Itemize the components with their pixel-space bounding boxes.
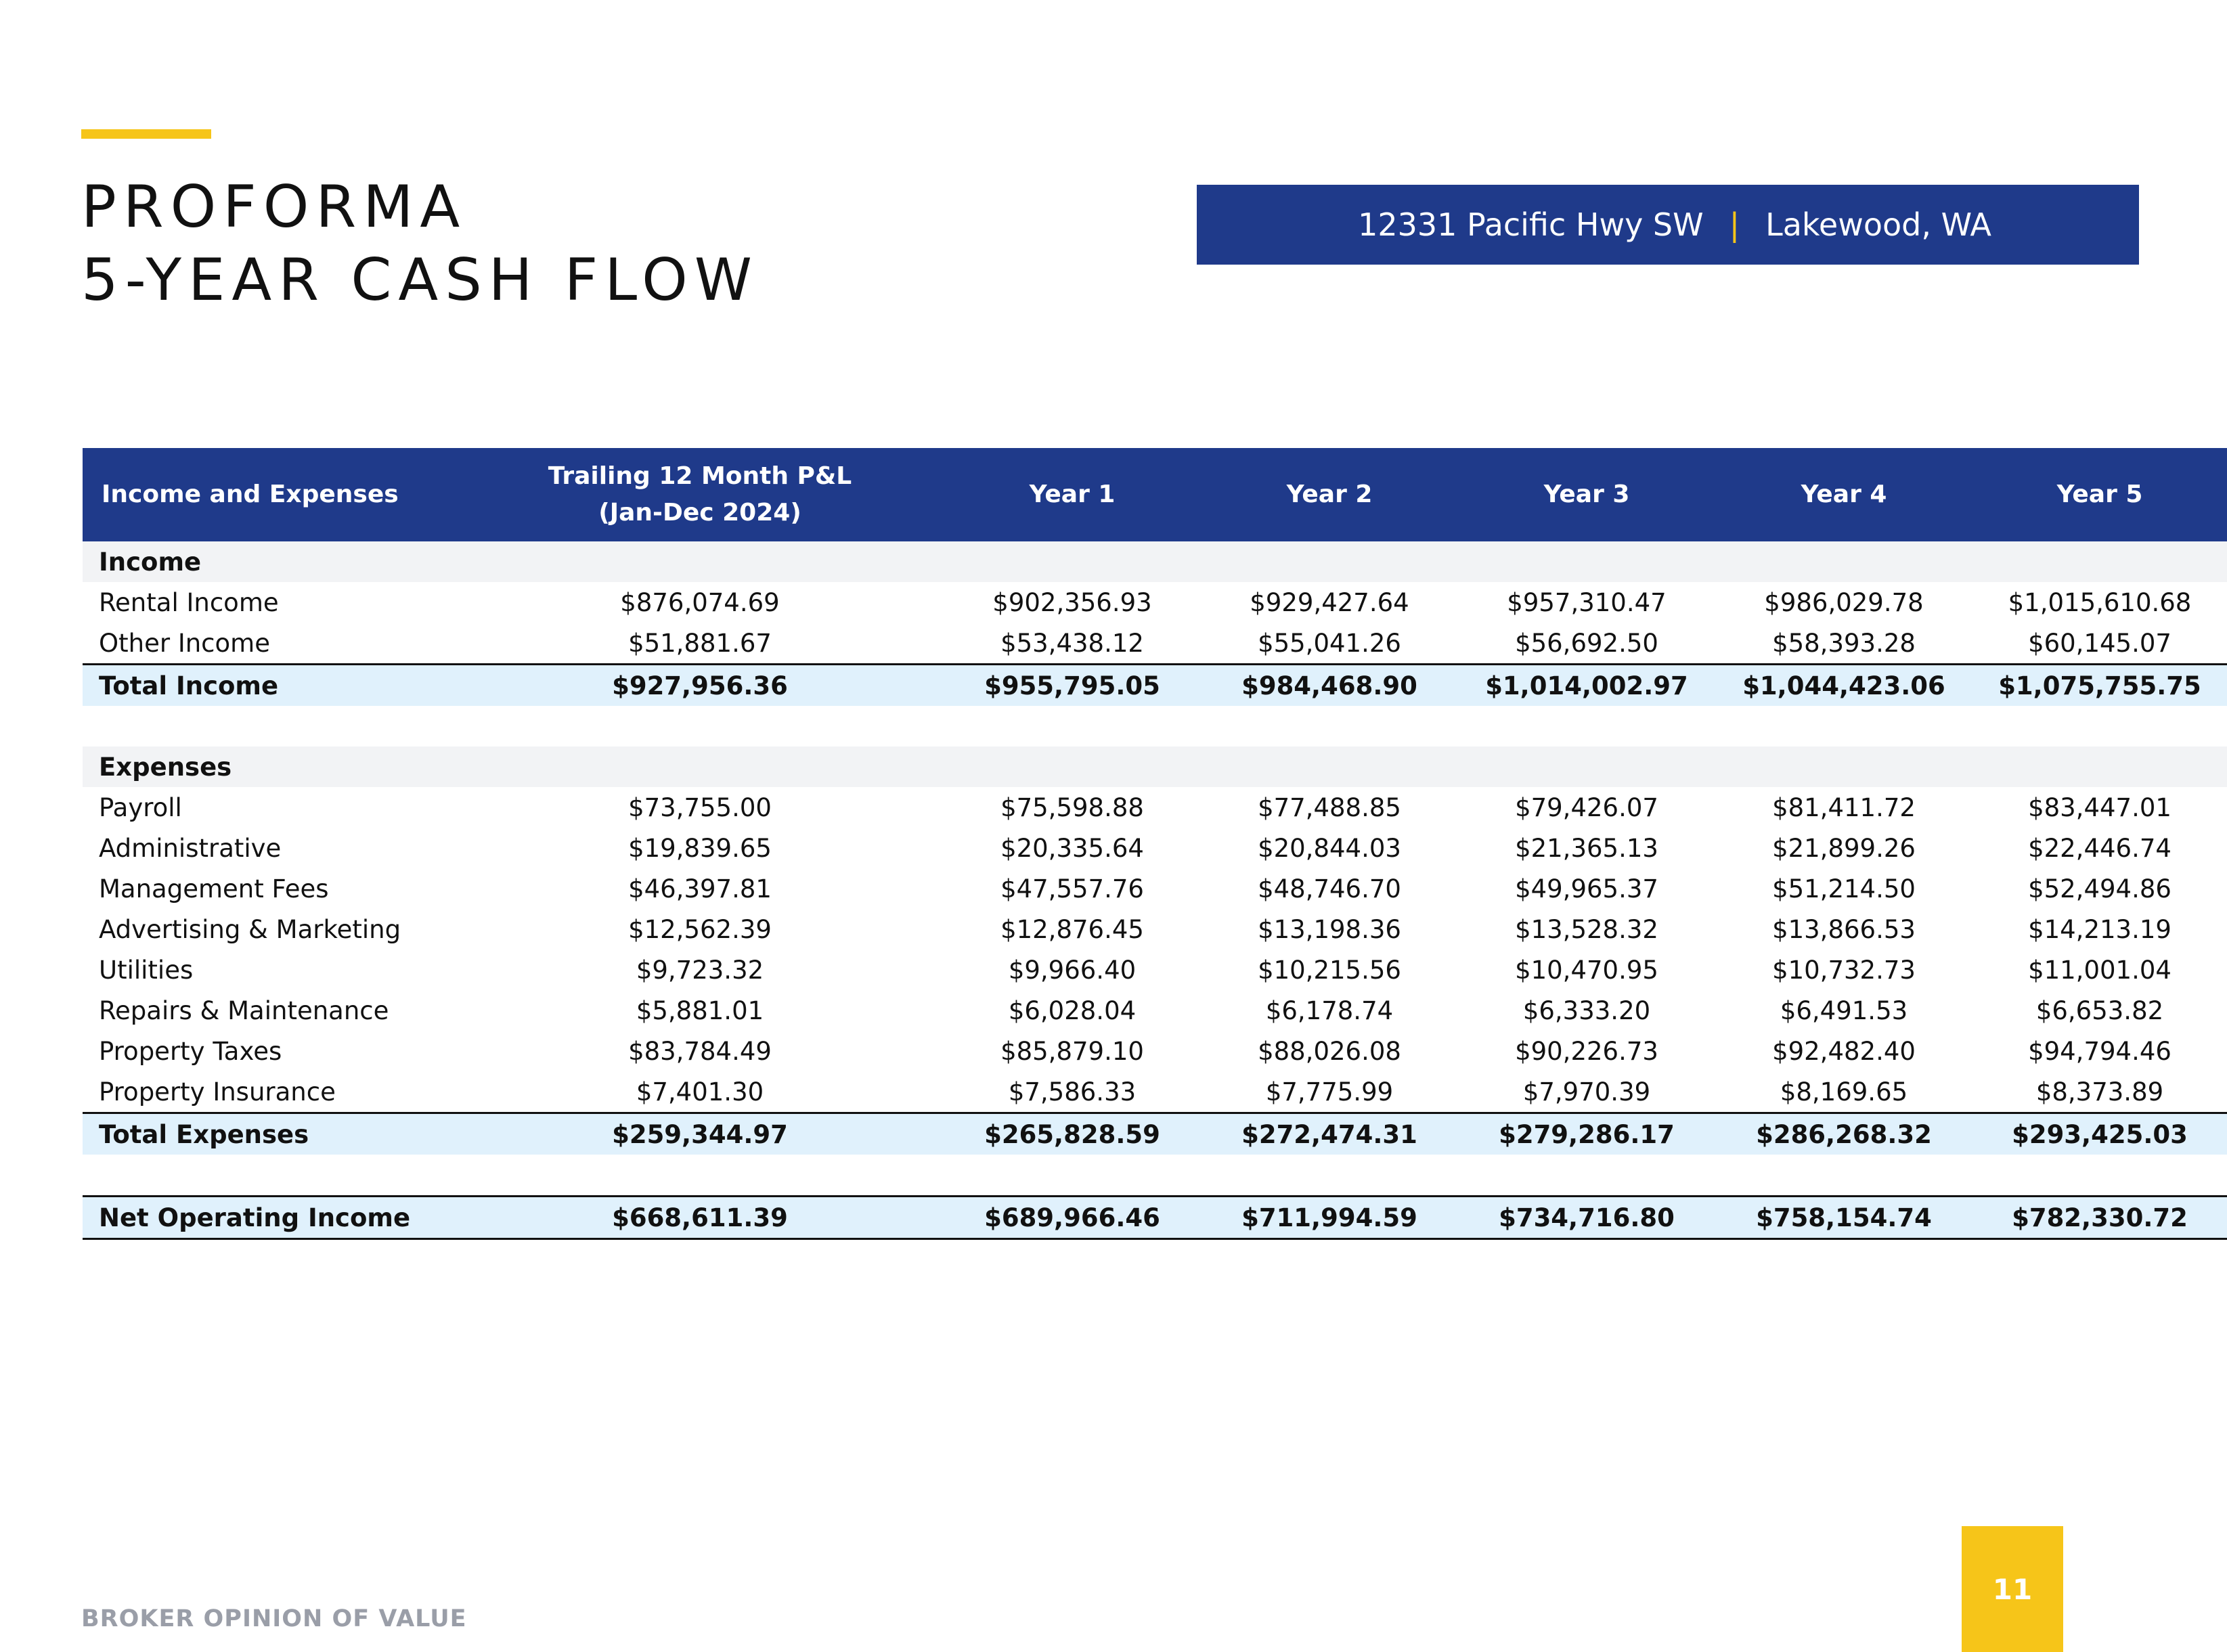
table-row <box>83 1071 2227 1113</box>
cell-value: $12,562.39 <box>628 914 772 944</box>
cell-value: $13,198.36 <box>1258 914 1401 944</box>
table-row <box>83 990 2227 1031</box>
cell-value: $986,029.78 <box>1764 587 1924 617</box>
row-label: Utilities <box>99 955 194 985</box>
table-row <box>83 909 2227 950</box>
page-title-line-1: PROFORMA <box>81 173 467 241</box>
cell-value: $9,723.32 <box>636 955 764 985</box>
header-trailing-line-1: Trailing 12 Month P&L <box>548 462 852 490</box>
cell-value: $8,373.89 <box>2035 1077 2164 1107</box>
header-year-4: Year 4 <box>1801 481 1887 508</box>
cell-value: $929,427.64 <box>1250 587 1409 617</box>
row-label: Repairs & Maintenance <box>99 996 389 1025</box>
cell-value: $79,426.07 <box>1515 792 1658 822</box>
total-value: $286,268.32 <box>1715 1113 1972 1155</box>
title-accent-bar <box>81 129 211 139</box>
table-row <box>83 950 2227 990</box>
table-row <box>83 623 2227 665</box>
cell-value: $92,482.40 <box>1772 1036 1916 1066</box>
cell-value: $60,145.07 <box>2028 628 2171 658</box>
cell-value: $85,879.10 <box>1000 1036 1144 1066</box>
table-row <box>83 787 2227 828</box>
cell-value: $14,213.19 <box>2028 914 2171 944</box>
cell-value: $876,074.69 <box>620 587 780 617</box>
noi-label: Net Operating Income <box>83 1197 456 1239</box>
table-header-row <box>83 448 2227 541</box>
total-value: $265,828.59 <box>944 1113 1201 1155</box>
total-value: $984,468.90 <box>1201 665 1458 707</box>
cell-value: $75,598.88 <box>1000 792 1144 822</box>
cell-value: $55,041.26 <box>1258 628 1401 658</box>
income-section-label: Income <box>83 541 456 582</box>
table-row <box>83 828 2227 868</box>
cell-value: $7,586.33 <box>1008 1077 1137 1107</box>
expenses-section-row <box>83 746 2227 787</box>
header-year-5: Year 5 <box>2056 481 2143 508</box>
cell-value: $58,393.28 <box>1772 628 1916 658</box>
noi-value: $668,611.39 <box>456 1197 944 1239</box>
cell-value: $9,966.40 <box>1008 955 1137 985</box>
row-label: Management Fees <box>99 874 329 903</box>
header-year-2: Year 2 <box>1286 481 1373 508</box>
total-value: $279,286.17 <box>1458 1113 1715 1155</box>
cell-value: $6,028.04 <box>1008 996 1137 1025</box>
cell-value: $21,899.26 <box>1772 833 1916 863</box>
row-label: Property Insurance <box>99 1077 336 1107</box>
total-value: $272,474.31 <box>1201 1113 1458 1155</box>
row-label: Rental Income <box>99 587 279 617</box>
cell-value: $49,965.37 <box>1515 874 1658 903</box>
cash-flow-table <box>83 448 2227 1240</box>
noi-value: $782,330.72 <box>1972 1197 2227 1239</box>
header-trailing-12-month <box>456 448 944 541</box>
cell-value: $90,226.73 <box>1515 1036 1658 1066</box>
address-separator: | <box>1729 206 1740 243</box>
cell-value: $10,215.56 <box>1258 955 1401 985</box>
address-city: Lakewood, WA <box>1765 206 1991 243</box>
cell-value: $51,214.50 <box>1772 874 1916 903</box>
total-value: $1,075,755.75 <box>1972 665 2227 707</box>
row-label: Advertising & Marketing <box>99 914 401 944</box>
page-number-badge <box>1962 1526 2063 1652</box>
header-income-and-expenses: Income and Expenses <box>102 481 399 508</box>
cell-value: $7,775.99 <box>1265 1077 1394 1107</box>
cell-value: $6,333.20 <box>1522 996 1651 1025</box>
cell-value: $5,881.01 <box>636 996 764 1025</box>
cell-value: $12,876.45 <box>1000 914 1144 944</box>
cell-value: $20,335.64 <box>1000 833 1144 863</box>
cell-value: $11,001.04 <box>2028 955 2171 985</box>
cell-value: $52,494.86 <box>2028 874 2171 903</box>
cell-value: $48,746.70 <box>1258 874 1401 903</box>
page-title-line-2: 5-YEAR CASH FLOW <box>81 246 759 314</box>
noi-value: $734,716.80 <box>1458 1197 1715 1239</box>
row-label: Payroll <box>99 792 182 822</box>
income-section-row <box>83 541 2227 582</box>
total-value: $1,044,423.06 <box>1715 665 1972 707</box>
cell-value: $51,881.67 <box>628 628 772 658</box>
cell-value: $81,411.72 <box>1772 792 1916 822</box>
cell-value: $10,732.73 <box>1772 955 1916 985</box>
total-value: $955,795.05 <box>944 665 1201 707</box>
cell-value: $8,169.65 <box>1780 1077 1908 1107</box>
cell-value: $13,528.32 <box>1515 914 1658 944</box>
total-value: $259,344.97 <box>456 1113 944 1155</box>
spacer-row <box>83 1155 2227 1197</box>
cell-value: $957,310.47 <box>1507 587 1667 617</box>
cell-value: $94,794.46 <box>2028 1036 2171 1066</box>
total-expenses-label: Total Expenses <box>83 1113 456 1155</box>
cell-value: $47,557.76 <box>1000 874 1144 903</box>
cell-value: $1,015,610.68 <box>2008 587 2192 617</box>
cell-value: $53,438.12 <box>1000 628 1144 658</box>
row-label: Administrative <box>99 833 282 863</box>
expenses-section-label: Expenses <box>83 746 456 787</box>
cell-value: $902,356.93 <box>992 587 1152 617</box>
page-number: 11 <box>1992 1572 2033 1606</box>
table-row <box>83 868 2227 909</box>
cell-value: $21,365.13 <box>1515 833 1658 863</box>
cell-value: $6,491.53 <box>1780 996 1908 1025</box>
cell-value: $73,755.00 <box>628 792 772 822</box>
footer-label: BROKER OPINION OF VALUE <box>81 1605 467 1632</box>
total-value: $927,956.36 <box>456 665 944 707</box>
cell-value: $6,653.82 <box>2035 996 2164 1025</box>
row-label: Property Taxes <box>99 1036 282 1066</box>
cell-value: $83,447.01 <box>2028 792 2171 822</box>
cell-value: $22,446.74 <box>2028 833 2171 863</box>
row-label: Other Income <box>99 628 270 658</box>
cell-value: $6,178.74 <box>1265 996 1394 1025</box>
cell-value: $46,397.81 <box>628 874 772 903</box>
spacer-row <box>83 706 2227 746</box>
cell-value: $10,470.95 <box>1515 955 1658 985</box>
table-row <box>83 582 2227 623</box>
cell-value: $7,970.39 <box>1522 1077 1651 1107</box>
cell-value: $88,026.08 <box>1258 1036 1401 1066</box>
header-trailing-line-2: (Jan-Dec 2024) <box>598 499 801 527</box>
page-title <box>81 171 759 317</box>
net-operating-income-row <box>83 1197 2227 1239</box>
total-value: $293,425.03 <box>1972 1113 2227 1155</box>
noi-value: $758,154.74 <box>1715 1197 1972 1239</box>
cell-value: $7,401.30 <box>636 1077 764 1107</box>
cell-value: $19,839.65 <box>628 833 772 863</box>
header-year-1: Year 1 <box>1029 481 1116 508</box>
address-street: 12331 Pacific Hwy SW <box>1358 206 1704 243</box>
property-address-banner <box>1197 185 2139 265</box>
cell-value: $13,866.53 <box>1772 914 1916 944</box>
noi-value: $711,994.59 <box>1201 1197 1458 1239</box>
noi-value: $689,966.46 <box>944 1197 1201 1239</box>
total-income-label: Total Income <box>83 665 456 707</box>
table-row <box>83 1031 2227 1071</box>
cell-value: $77,488.85 <box>1258 792 1401 822</box>
header-year-3: Year 3 <box>1543 481 1630 508</box>
cell-value: $83,784.49 <box>628 1036 772 1066</box>
total-value: $1,014,002.97 <box>1458 665 1715 707</box>
total-income-row <box>83 665 2227 707</box>
cell-value: $20,844.03 <box>1258 833 1401 863</box>
total-expenses-row <box>83 1113 2227 1155</box>
cell-value: $56,692.50 <box>1515 628 1658 658</box>
